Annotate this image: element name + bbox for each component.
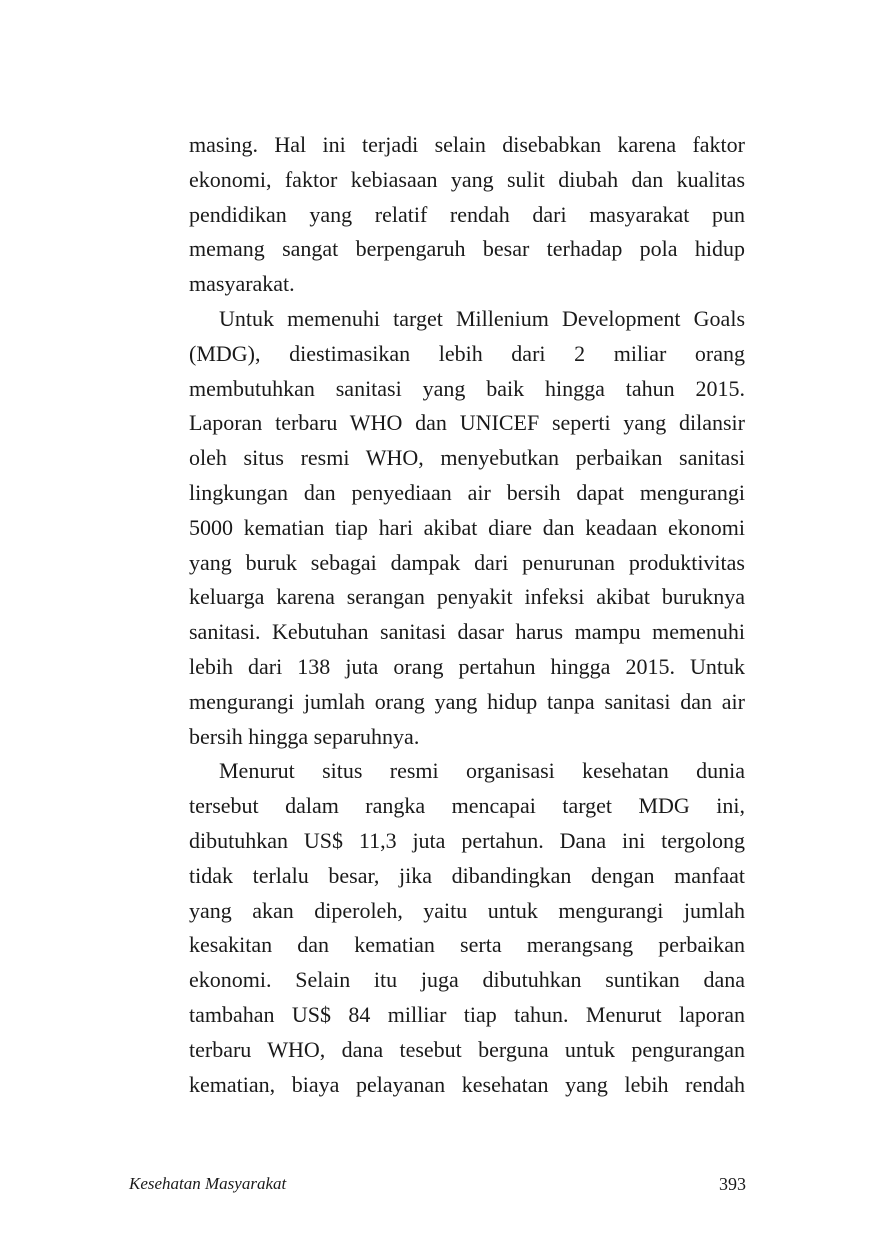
text-line: masing. Hal ini terjadi selain disebabkan karena faktor [189,132,745,157]
text-line: 5000 kematian tiap hari akibat diare dan keadaan ekonomi [189,514,745,540]
text-line: terbaru WHO, dana tesebut berguna untuk pengurangan [189,1036,745,1062]
text-line: keluarga karena serangan penyakit infeksi akibat buruknya [189,584,745,610]
text-line: kesakitan dan kematian serta merangsang perbaikan [189,932,745,958]
text-line: tambahan US$ 84 milliar tiap tahun. Menurut laporan [189,1001,745,1027]
text-line: dibutuhkan US$ 11,3 juta pertahun. Dana ini tergolong [189,827,745,853]
text-line: ekonomi. Selain itu juga dibutuhkan suntikan dana [189,967,745,993]
text-line: bersih hingga separuhnya. [189,723,420,749]
text-line: Laporan terbaru WHO dan UNICEF seperti yang dilansir [189,410,745,436]
text-line: memang sangat berpengaruh besar terhadap pola hidup [189,236,745,262]
text-line: mengurangi jumlah orang yang hidup tanpa sanitasi dan air [189,688,745,714]
text-line: lebih dari 138 juta orang pertahun hingga 2015. Untuk [189,653,745,679]
page-number: 393 [719,1174,746,1194]
text-line: yang akan diperoleh, yaitu untuk mengurangi jumlah [189,897,745,923]
text-line: ekonomi, faktor kebiasaan yang sulit diubah dan kualitas [189,166,745,192]
text-line: sanitasi. Kebutuhan sanitasi dasar harus mampu memenuhi [189,619,745,645]
text-line: membutuhkan sanitasi yang baik hingga tahun 2015. [189,375,745,401]
text-line: Menurut situs resmi organisasi kesehatan dunia [219,758,745,784]
text-line: Untuk memenuhi target Millenium Development Goals [219,305,745,331]
text-line: tersebut dalam rangka mencapai target MDG ini, [189,793,745,819]
running-footer-title: Kesehatan Masyarakat [129,1174,287,1193]
text-line: kematian, biaya pelayanan kesehatan yang lebih rendah [189,1071,745,1097]
text-line: pendidikan yang relatif rendah dari masyarakat pun [189,201,745,227]
text-line: lingkungan dan penyediaan air bersih dapat mengurangi [189,479,745,505]
text-line: oleh situs resmi WHO, menyebutkan perbaikan sanitasi [189,445,745,471]
text-line: (MDG), diestimasikan lebih dari 2 miliar orang [189,340,745,366]
body-text [189,128,745,1102]
text-line: tidak terlalu besar, jika dibandingkan dengan manfaat [189,862,745,888]
text-line: masyarakat. [189,271,295,297]
text-line: yang buruk sebagai dampak dari penurunan produktivitas [189,549,745,575]
